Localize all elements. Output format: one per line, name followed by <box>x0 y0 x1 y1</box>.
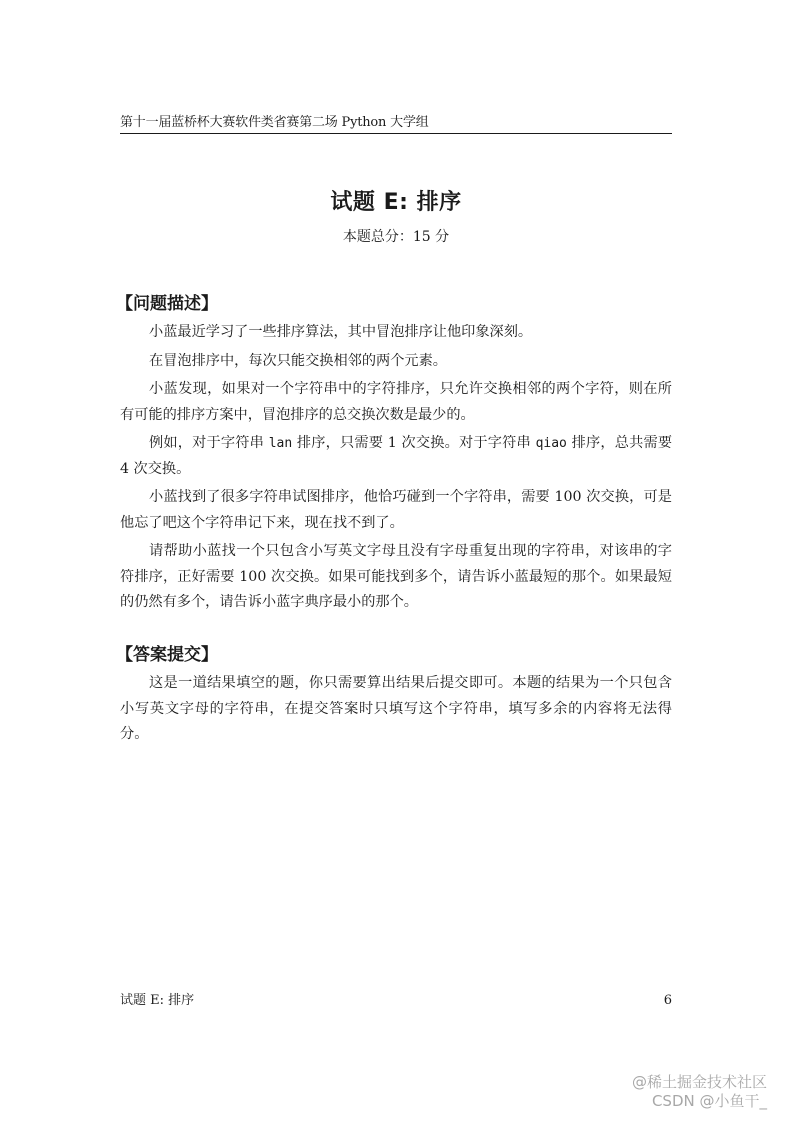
page-number: 6 <box>663 993 672 1008</box>
description-paragraph-4 <box>120 431 672 482</box>
submission-paragraph-1: 这是一道结果填空的题，你只需要算出结果后提交即可。本题的结果为一个只包含小写英文字母的字符串，在提交答案时只填写这个字符串，填写多余的内容将无法得分。 <box>120 675 672 742</box>
problem-title-block <box>120 188 672 247</box>
description-paragraph-6: 请帮助小蓝找一个只包含小写英文字母且没有字母重复出现的字符串，对该串的字符排序，正好需要 100 次交换。如果可能找到多个，请告诉小蓝最短的那个。如果最短的仍然有多个，请告诉小蓝字典序最小的那个。 <box>120 543 672 610</box>
section-description <box>116 292 673 619</box>
description-paragraph-2: 在冒泡排序中，每次只能交换相邻的两个元素。 <box>149 352 447 369</box>
problem-title: 试题 E: 排序 <box>330 190 462 215</box>
example-code-qiao: qiao <box>535 436 567 451</box>
description-paragraph-1: 小蓝最近学习了一些排序算法，其中冒泡排序让他印象深刻。 <box>149 324 533 340</box>
footer-title: 试题 E: 排序 <box>120 993 195 1008</box>
example-text-1: 例如，对于字符串 <box>149 435 269 451</box>
running-header <box>120 113 672 134</box>
problem-score: 本题总分：15 分 <box>342 229 450 245</box>
page-footer <box>120 992 672 1012</box>
watermark-line-2: CSDN @小鱼干_ <box>651 1092 767 1110</box>
section-submission <box>116 643 672 751</box>
section-heading-submission: 【答案提交】 <box>116 645 218 665</box>
watermark <box>632 1073 767 1111</box>
example-code-lan: lan <box>268 436 293 451</box>
watermark-line-1: @稀土掘金技术社区 <box>631 1073 767 1091</box>
section-heading-description: 【问题描述】 <box>116 294 218 314</box>
running-header-title: 第十一届蓝桥杯大赛软件类省赛第二场 Python 大学组 <box>120 115 429 130</box>
example-text-2: 排序，只需要 1 次交换。对于字符串 <box>292 435 536 451</box>
example-text-3: 排序，总共需要 4 次交换。 <box>120 435 673 477</box>
description-paragraph-5: 小蓝找到了很多字符串试图排序，他恰巧碰到一个字符串，需要 100 次交换，可是他忘了吧这个字符串记下来，现在找不到了。 <box>120 489 672 531</box>
description-paragraph-3: 小蓝发现，如果对一个字符串中的字符排序，只允许交换相邻的两个字符，则在所有可能的排序方案中，冒泡排序的总交换次数是最少的。 <box>120 381 672 423</box>
